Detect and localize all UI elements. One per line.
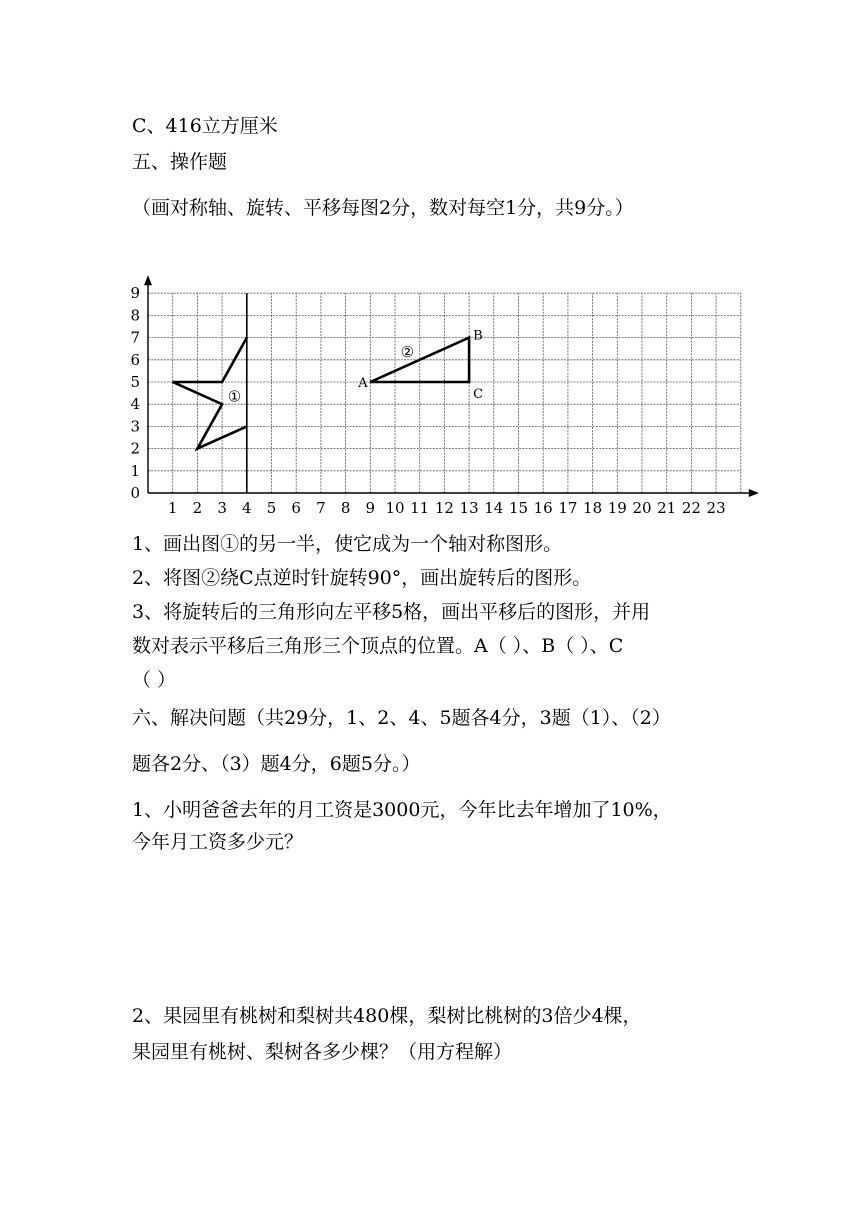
x-tick-label: 23 (706, 499, 726, 517)
x-tick-label: 7 (316, 499, 326, 517)
problem-2-line-2: 果园里有桃树、梨树各多少棵？（用方程解） (132, 1041, 513, 1063)
x-axis-arrow (749, 489, 759, 497)
y-tick-label: 0 (130, 484, 140, 502)
x-tick-label: 14 (484, 499, 504, 517)
x-tick-label: 18 (583, 499, 603, 517)
y-tick-label: 5 (130, 373, 140, 391)
question-3-line-1: 3、将旋转后的三角形向左平移5格，画出平移后的图形，并用 (132, 601, 651, 623)
question-1: 1、画出图①的另一半，使它成为一个轴对称图形。 (132, 533, 563, 555)
x-tick-label: 6 (291, 499, 301, 517)
y-tick-label: 1 (130, 461, 140, 480)
question-3-line-2: 数对表示平移后三角形三个顶点的位置。A（ ）、B（ ）、C (132, 635, 624, 657)
vertex-label-a: A (358, 376, 368, 391)
x-tick-label: 10 (385, 499, 405, 517)
section-6-title-line-1: 六、解决问题（共29分，1、2、4、5题各4分，3题（1）、（2） (132, 707, 671, 729)
problem-2-line-1: 2、果园里有桃树和梨树共480棵，梨树比桃树的3倍少4棵， (132, 1005, 642, 1027)
x-tick-label: 22 (681, 499, 701, 517)
y-tick-label: 3 (130, 417, 140, 436)
x-tick-label: 8 (340, 499, 351, 517)
figure-2-triangle (370, 338, 469, 382)
x-tick-label: 3 (217, 499, 227, 517)
problem-1-line-1: 1、小明爸爸去年的月工资是3000元，今年比去年增加了10%， (132, 799, 672, 821)
x-tick-label: 15 (508, 499, 529, 517)
x-tick-label: 19 (607, 499, 627, 517)
section-5-scoring: （画对称轴、旋转、平移每图2分，数对每空1分，共9分。） (132, 197, 634, 219)
y-tick-label: 7 (130, 328, 140, 347)
x-tick-label: 4 (242, 499, 252, 517)
y-tick-label: 2 (130, 439, 140, 458)
x-tick-label: 21 (657, 499, 677, 517)
question-3-line-3: （ ） (132, 669, 177, 691)
question-2: 2、将图②绕C点逆时针旋转90°，画出旋转后的图形。 (132, 567, 592, 589)
problem-1-line-2: 今年月工资多少元？ (132, 831, 304, 853)
y-tick-label: 8 (130, 306, 140, 325)
y-tick-label: 6 (130, 350, 140, 369)
section-5-title: 五、操作题 (132, 151, 228, 173)
x-tick-label: 17 (558, 499, 578, 517)
y-axis-arrow (144, 275, 152, 285)
figure-1-label: ① (227, 387, 242, 406)
x-tick-label: 9 (365, 499, 376, 517)
x-tick-label: 11 (410, 499, 430, 517)
option-c-text: C、416立方厘米 (132, 115, 278, 137)
x-tick-label: 12 (434, 499, 454, 517)
x-tick-label: 1 (167, 499, 178, 517)
y-tick-label: 4 (130, 395, 140, 414)
x-tick-label: 16 (533, 499, 553, 517)
x-tick-label: 20 (632, 499, 652, 517)
x-tick-label: 2 (192, 499, 203, 517)
section-6-title-line-2: 题各2分、（3）题4分，6题5分。） (132, 753, 421, 775)
vertex-label-b: B (473, 328, 483, 344)
x-tick-label: 5 (266, 499, 277, 517)
y-tick-label: 9 (130, 284, 140, 303)
vertex-label-c: C (473, 387, 484, 402)
figure-2-label: ② (400, 342, 415, 361)
figure-1-outline (173, 338, 247, 449)
x-tick-label: 13 (459, 499, 479, 517)
